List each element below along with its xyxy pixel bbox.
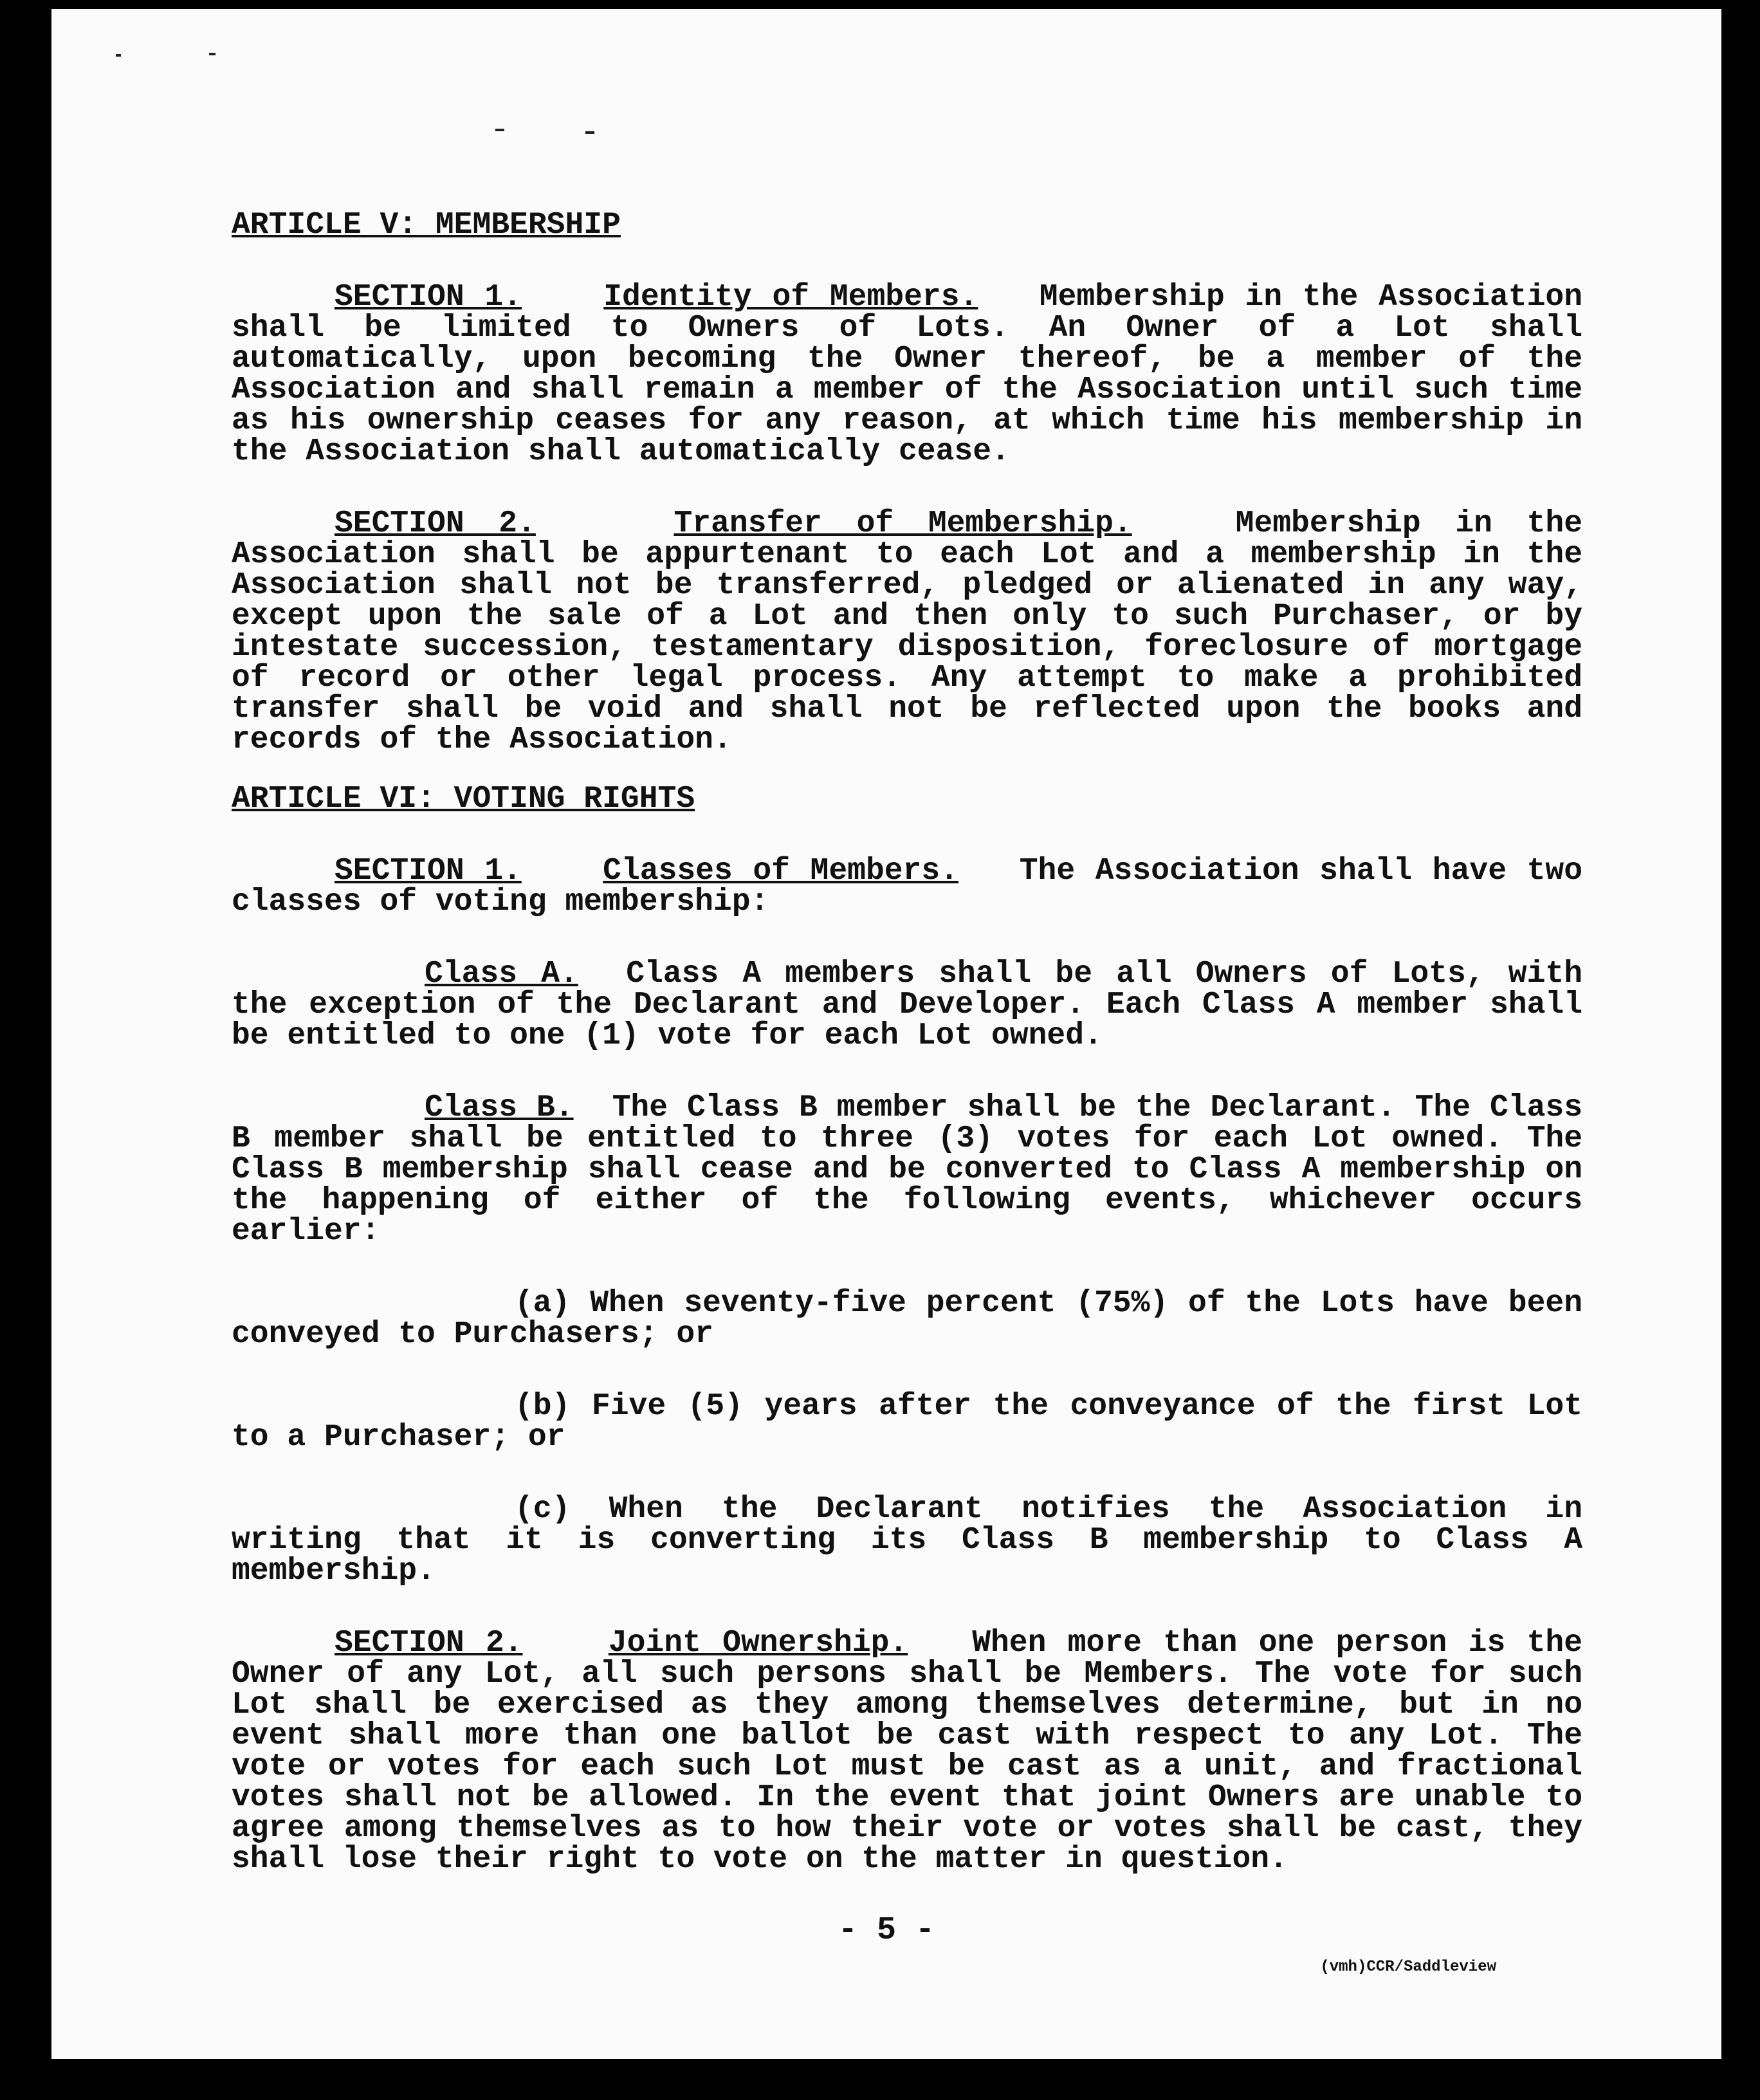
page-number: - 5 - [838, 1912, 935, 1949]
document-page [51, 9, 1721, 2059]
article-v-heading: ARTICLE V: MEMBERSHIP [232, 208, 621, 243]
article-v-section-1 [232, 282, 1582, 467]
article-v-section-2 [232, 508, 1582, 755]
section-title: Transfer of Membership. [674, 506, 1132, 541]
section-number: SECTION 1. [335, 854, 522, 889]
class-text: The Class B member shall be the Declarant. The Class B member shall be entitled to three (3) votes for each Lot owned. The Class B membership shall cease and be converted to Class A membership on the happening of either of the following events, whichever occurs earlier: [232, 1091, 1583, 1249]
class-a-paragraph [232, 959, 1582, 1051]
section-text: The Association shall have two classes of voting membership: [232, 854, 1582, 919]
document-code: (vmh)CCR/Saddleview [1320, 1958, 1496, 1976]
section-number: SECTION 2. [335, 506, 536, 541]
document-body [232, 210, 1582, 1916]
section-title: Classes of Members. [603, 854, 958, 889]
section-text: When more than one person is the Owner of any Lot, all such persons shall be Members. The vote for such Lot shall be exercised as they among themselves determine, but in no event shall more than one ballot be cast with respect to any Lot. The vote or votes for each such Lot must be cast as a unit, and fractional votes shall not be allowed. In the event that joint Owners are unable to agree among themselves as to how their vote or votes shall be cast, they shall lose their right to vote on the matter in question. [232, 1626, 1583, 1877]
list-item-c: (c) When the Declarant notifies the Association in writing that it is converting its Class B membership to Class A membership. [232, 1492, 1582, 1589]
section-text: Membership in the Association shall be appurtenant to each Lot and a membership in the Association shall not be transferred, pledged or alienated in any way, except upon the sale of a Lot and then only to such Purchaser, or by intestate succession, testamentary disposition, foreclosure of mortgage of record or other legal process. Any attempt to make a prohibited transfer shall be void and shall not be reflected upon the books and records of the Association. [232, 506, 1583, 757]
class-text: Class A members shall be all Owners of Lots, with the exception of the Declarant and Developer. Each Class A member shall be entitled to one (1) vote for each Lot owned. [232, 957, 1583, 1053]
class-title: Class A. [425, 957, 578, 991]
section-title: Joint Ownership. [608, 1626, 908, 1661]
list-item-a: (a) When seventy-five percent (75%) of the Lots have been conveyed to Purchasers; or [232, 1286, 1582, 1352]
section-number: SECTION 2. [335, 1626, 523, 1661]
class-title: Class B. [425, 1091, 574, 1125]
class-b-paragraph [232, 1092, 1582, 1247]
section-text: Membership in the Association shall be limited to Owners of Lots. An Owner of a Lot shall automatically, upon becoming the Owner thereof, be a member of the Association and shall remain a member of the Association until such time as his ownership ceases for any reason, at which time his membership in the Association shall automatically cease. [232, 280, 1583, 469]
section-number: SECTION 1. [335, 280, 522, 315]
article-vi-heading: ARTICLE VI: VOTING RIGHTS [232, 782, 695, 816]
article-vi-section-2 [232, 1628, 1582, 1875]
article-vi-section-1 [232, 856, 1582, 917]
section-title: Identity of Members. [603, 280, 978, 315]
list-item-b: (b) Five (5) years after the conveyance of the first Lot to a Purchaser; or [232, 1389, 1582, 1455]
